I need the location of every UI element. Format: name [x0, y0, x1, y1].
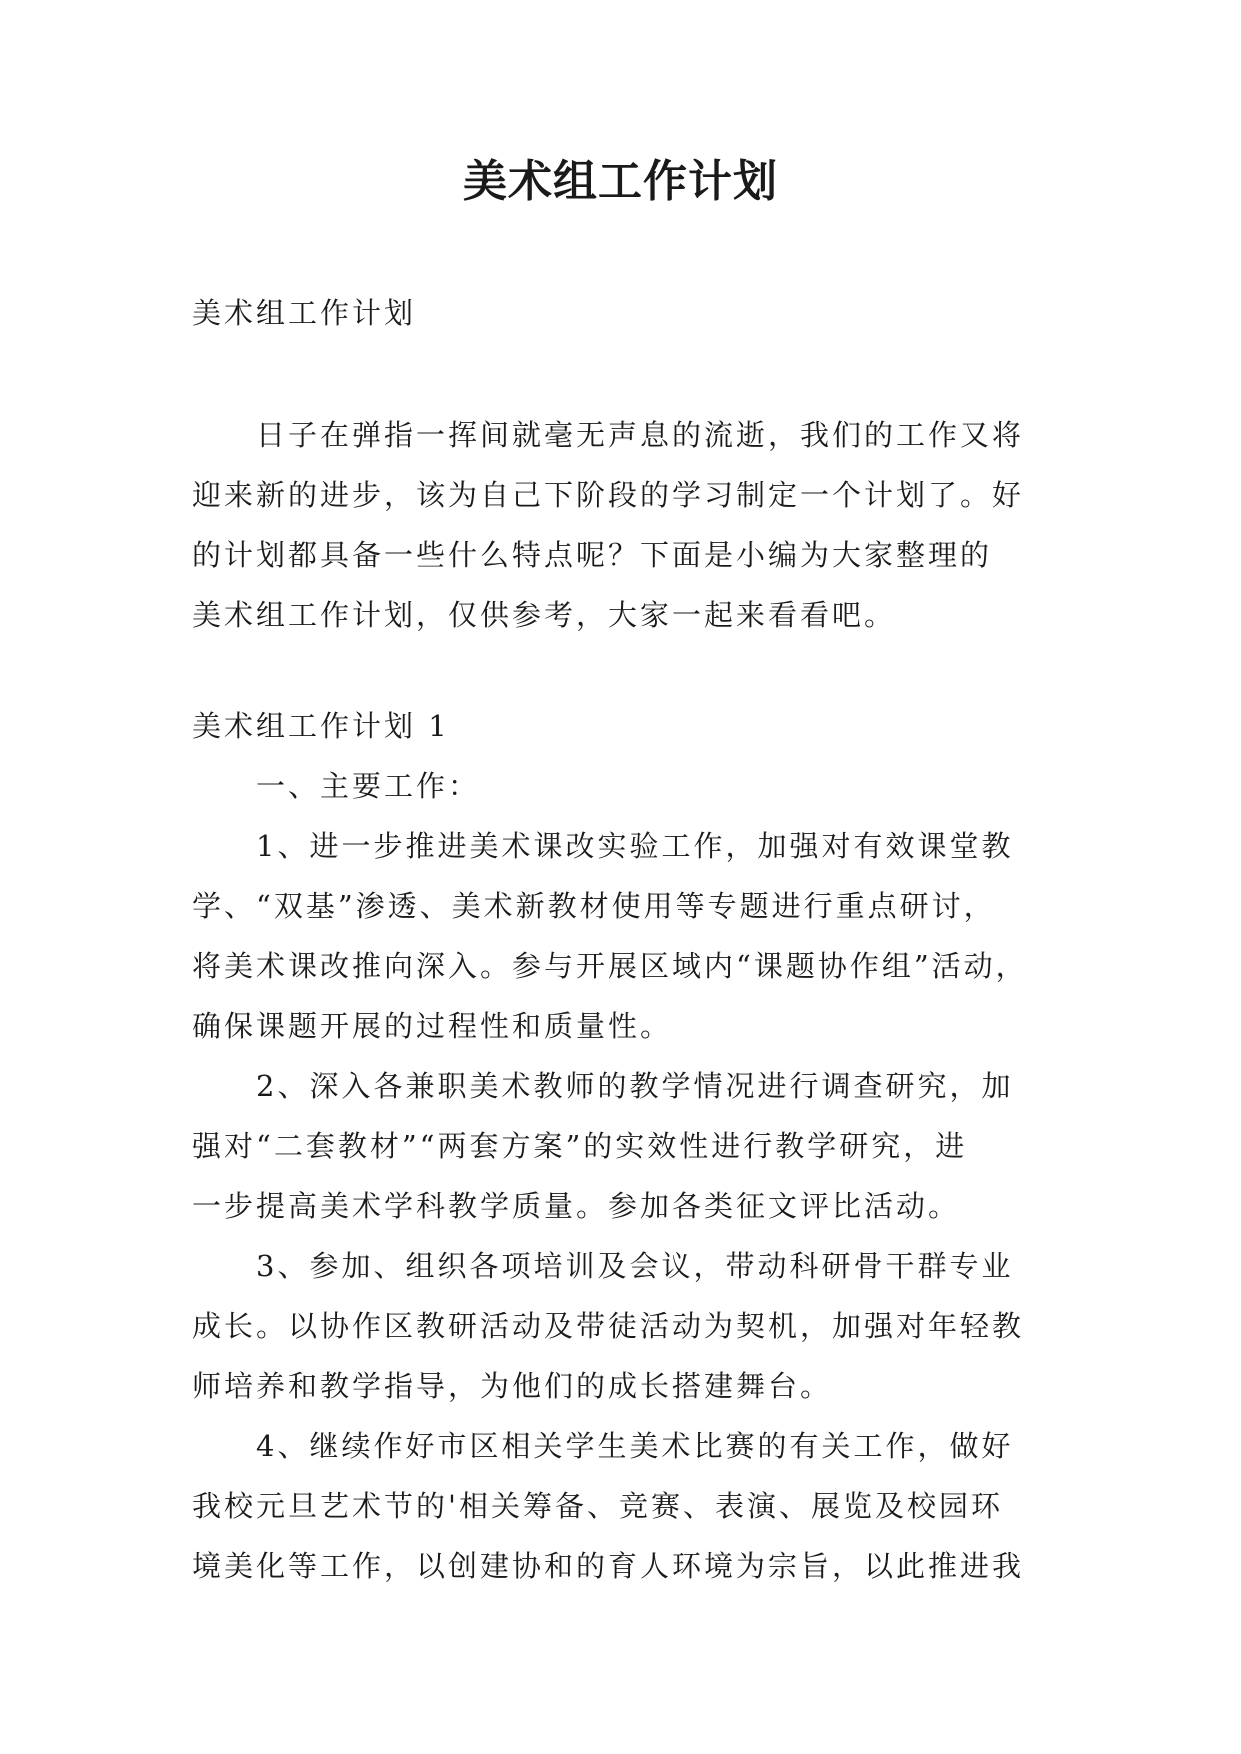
intro-line: 迎来新的进步，该为自己下阶段的学习制定一个计划了。好	[192, 478, 1025, 512]
intro-line: 的计划都具备一些什么特点呢？下面是小编为大家整理的	[192, 538, 993, 572]
plan-item-line: 3、参加、组织各项培训及会议，带动科研骨干群专业	[256, 1249, 1014, 1283]
plan-item-line: 4、继续作好市区相关学生美术比赛的有关工作，做好	[256, 1429, 1014, 1463]
document-subtitle-block	[192, 283, 1052, 343]
plan-item-line: 成长。以协作区教研活动及带徒活动为契机，加强对年轻教	[192, 1309, 1025, 1343]
plan-item-line: 2、深入各兼职美术教师的教学情况进行调查研究，加	[256, 1069, 1014, 1103]
plan-item-line: 师培养和教学指导，为他们的成长搭建舞台。	[192, 1369, 833, 1403]
plan-item-line: 境美化等工作，以创建协和的育人环境为宗旨，以此推进我	[192, 1549, 1025, 1583]
document-title: 美术组工作计划	[463, 156, 778, 207]
plan-item-2	[192, 1056, 1052, 1236]
plan-item-1	[192, 816, 1052, 1056]
plan-item-line: 学、“双基”渗透、美术新教材使用等专题进行重点研讨，	[192, 889, 996, 923]
plan-item-line: 一步提高美术学科教学质量。参加各类征文评比活动。	[192, 1189, 961, 1223]
plan-item-line: 强对“二套教材”“两套方案”的实效性进行教学研究，进	[192, 1129, 968, 1163]
plan-item-line: 确保课题开展的过程性和质量性。	[192, 1009, 673, 1043]
plan-item-line: 1、进一步推进美术课改实验工作，加强对有效课堂教	[256, 829, 1014, 863]
plan-item-line: 将美术课改推向深入。参与开展区域内“课题协作组”活动，	[192, 949, 1028, 983]
document-subtitle: 美术组工作计划	[192, 296, 417, 330]
intro-line: 日子在弹指一挥间就毫无声息的流逝，我们的工作又将	[256, 418, 1025, 452]
intro-line: 美术组工作计划，仅供参考，大家一起来看看吧。	[192, 598, 897, 632]
plan-item-3	[192, 1236, 1052, 1416]
plan-section	[192, 696, 1052, 1596]
intro-paragraph	[192, 405, 1052, 645]
plan-item-line: 我校元旦艺术节的'相关筹备、竞赛、表演、展览及校园环	[192, 1489, 1003, 1523]
section-heading: 一、主要工作：	[256, 769, 481, 803]
plan-item-4	[192, 1416, 1052, 1596]
section-title: 美术组工作计划 1	[192, 709, 450, 743]
